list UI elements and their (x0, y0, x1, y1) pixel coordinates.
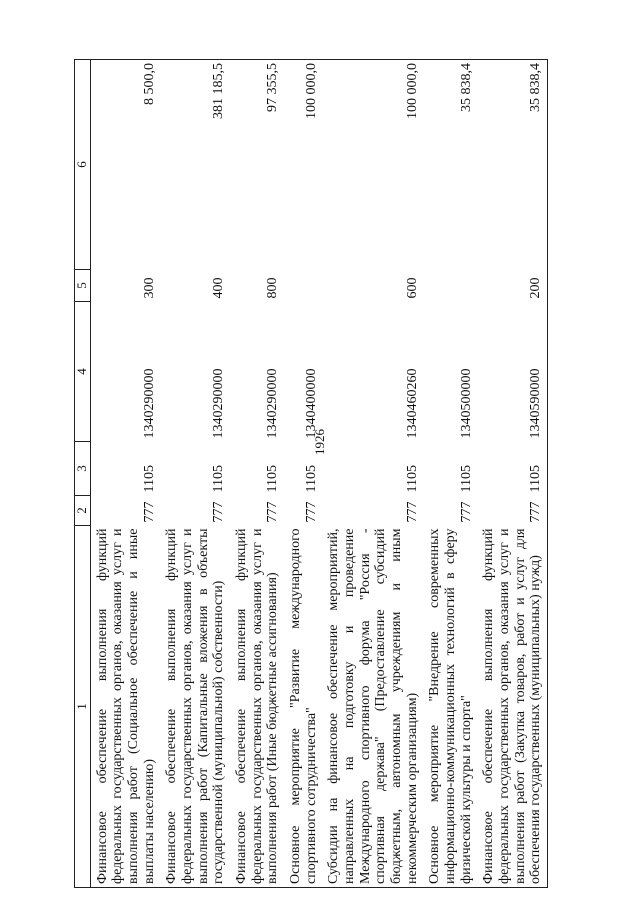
rotated-budget-table-wrapper (74, 60, 594, 888)
row-csr: 1340290000 (141, 368, 157, 439)
row-sum: 381 185,5 (160, 60, 230, 270)
table-row (423, 60, 477, 888)
row-vr: 800 (265, 277, 281, 299)
row-name: Основное мероприятие "Внедрение современных информационно-коммуникационных технологий в сферу физической культуры и спорта" (423, 526, 477, 888)
budget-table (74, 59, 548, 888)
row-sum: 97 355,5 (230, 60, 284, 270)
row-csr: 1340500000 (458, 368, 474, 439)
row-vr (423, 270, 477, 302)
row-grbs: 777 (211, 501, 227, 523)
row-grbs: 777 (404, 501, 420, 523)
table-row (230, 60, 284, 888)
header-col-1: 1 (75, 526, 91, 888)
header-col-2: 2 (75, 496, 91, 526)
row-rz: 1105 (141, 465, 157, 493)
table-row (322, 60, 423, 888)
page-number: 1926 (312, 429, 327, 455)
row-vr: 200 (477, 270, 547, 302)
row-csr: 1340460260 (404, 368, 420, 439)
row-name: Основное мероприятие "Развитие международного спортивного сотрудничества" (284, 526, 322, 888)
row-name: Субсидии на финансовое обеспечение мероприятий, направленных на подготовку и проведение Международного спортивного форума "Россия - спортивная держава" (Предоставление субсидий бюджетным, автономным учреждениям и иным некоммерческим организациям) (322, 526, 423, 888)
row-sum: 8 500,0 (90, 60, 160, 270)
row-name: Финансовое обеспечение выполнения функций федеральных государственных органов, оказания услуг и выполнения работ (Капитальные вложения в объекты государственной (муниципальной) собственности) (160, 526, 230, 888)
row-rz: 1105 (458, 465, 474, 493)
header-col-4: 4 (75, 302, 91, 442)
row-name: Финансовое обеспечение выполнения функций федеральных государственных органов, оказания услуг и выполнения работ (Социальное обеспечение и иные выплаты населению) (90, 526, 160, 888)
row-vr: 600 (404, 277, 420, 299)
table-row (160, 60, 230, 888)
row-csr: 1340590000 (477, 302, 547, 442)
table-row (284, 60, 322, 888)
row-csr: 1340290000 (211, 368, 227, 439)
row-sum: 100 000,0 (322, 60, 423, 270)
row-vr: 400 (211, 277, 227, 299)
row-sum: 35 838,4 (423, 60, 477, 270)
header-col-3: 3 (75, 442, 91, 496)
row-grbs: 777 (141, 501, 157, 523)
row-csr: 1340400000 (303, 368, 319, 439)
row-rz: 1105 (303, 465, 319, 493)
header-col-6: 6 (75, 60, 91, 270)
row-grbs: 777 (477, 496, 547, 526)
row-rz: 1105 (477, 442, 547, 496)
row-grbs: 777 (458, 501, 474, 523)
row-vr: 300 (141, 277, 157, 299)
row-rz: 1105 (265, 465, 281, 493)
row-name: Финансовое обеспечение выполнения функций федеральных государственных органов, оказания услуг и выполнения работ (Закупка товаров, работ и услуг для обеспечения государственных (муниципальных) нужд) (477, 526, 547, 888)
row-sum: 35 838,4 (477, 60, 547, 270)
row-sum: 100 000,0 (284, 60, 322, 270)
row-grbs: 777 (265, 501, 281, 523)
row-rz: 1105 (211, 465, 227, 493)
header-col-5: 5 (75, 270, 91, 302)
row-rz: 1105 (404, 465, 420, 493)
row-grbs: 777 (303, 501, 319, 523)
table-row (90, 60, 160, 888)
table-row (477, 60, 547, 888)
row-csr: 1340290000 (265, 368, 281, 439)
row-vr (284, 270, 322, 302)
row-name: Финансовое обеспечение выполнения функций федеральных государственных органов, оказания услуг и выполнения работ (Иные бюджетные ассигнования) (230, 526, 284, 888)
header-row (75, 60, 91, 888)
